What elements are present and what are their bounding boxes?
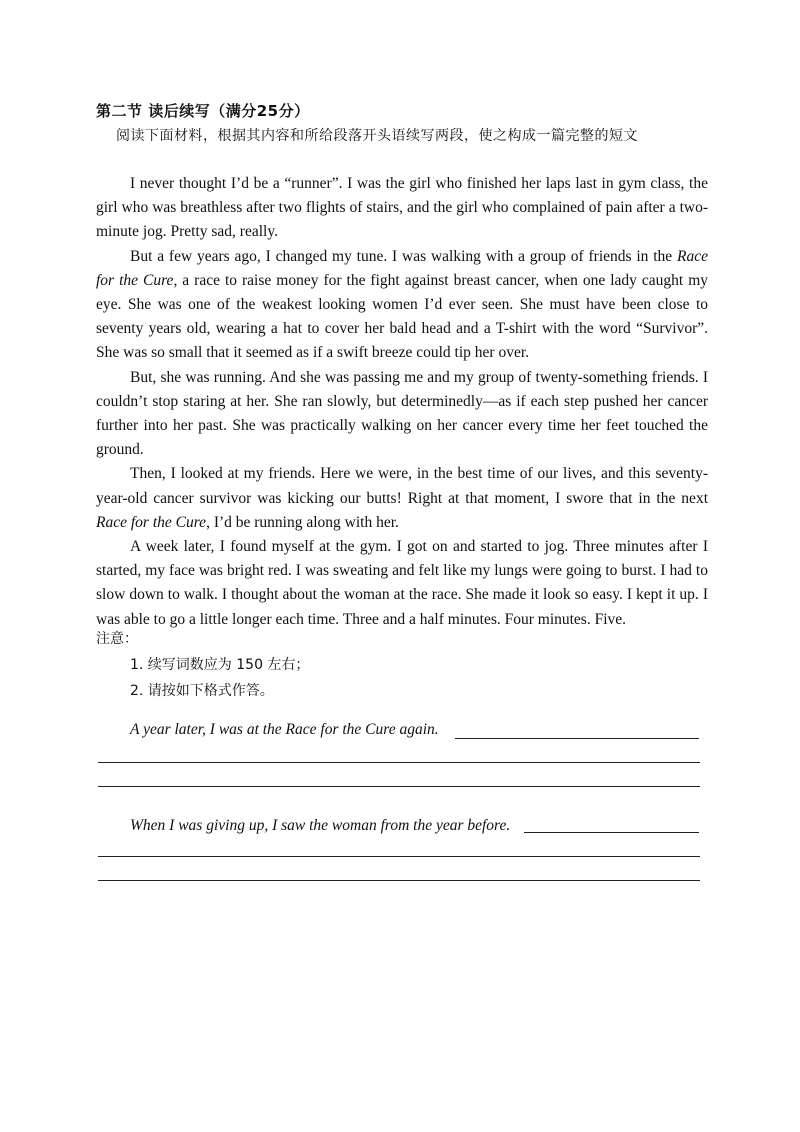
race-name-italic: Race for the Cure bbox=[96, 513, 207, 531]
note-item-1: 1. 续写词数应为 150 左右； bbox=[130, 657, 310, 673]
note-item-2: 2. 请按如下格式作答。 bbox=[130, 683, 274, 699]
prompt-paragraph-1: A year later, I was at the Race for the Cure again. bbox=[130, 721, 439, 738]
paragraph-4-part-b: , I’d be running along with her. bbox=[206, 513, 399, 531]
reading-passage bbox=[96, 172, 708, 632]
paragraph-4 bbox=[96, 462, 708, 535]
paragraph-1: I never thought I’d be a “runner”. I was the girl who finished her laps last in gym class, the girl who was breathless after two flights of stairs, and the girl who complained of pain after a two-minute jog. Pretty sad, really. bbox=[96, 175, 708, 241]
notes-heading: 注意： bbox=[96, 631, 138, 647]
section-title: 第二节 读后续写（满分25分） bbox=[96, 102, 310, 120]
answer-line[interactable] bbox=[98, 786, 700, 787]
paragraph-4-part-a: Then, I looked at my friends. Here we were, in the best time of our lives, and this seventy-year-old cancer survivor was kicking our butts! Right at that moment, I swore that in the next bbox=[96, 465, 708, 507]
paragraph-2 bbox=[96, 245, 708, 366]
paragraph-2-part-a: But a few years ago, I changed my tune. I was walking with a group of friends in the bbox=[130, 247, 678, 265]
race-name-italic: Race for the Cure bbox=[96, 247, 708, 289]
answer-line[interactable] bbox=[455, 738, 699, 739]
notes-section bbox=[96, 626, 708, 704]
answer-line[interactable] bbox=[524, 832, 699, 833]
answer-line[interactable] bbox=[98, 762, 700, 763]
paragraph-3: But, she was running. And she was passing me and my group of twenty-something friends. I couldn’t stop staring at her. She ran slowly, but determinedly—as if each step pushed her cancer further into her past. She was practically walking on her cancer every time her feet touched the ground. bbox=[96, 368, 708, 459]
paragraph-2-part-b: , a race to raise money for the fight against breast cancer, when one lady caught my eye. She was one of the weakest looking women I’d ever seen. She must have been close to seventy years old, wearing a hat to cover her bald head and a T-shirt with the word “Survivor”. She was so small that it seemed as if a swift breeze could tip her over. bbox=[96, 271, 708, 362]
answer-line[interactable] bbox=[98, 880, 700, 881]
paragraph-5: A week later, I found myself at the gym. I got on and started to jog. Three minutes after I started, my face was bright red. I was sweating and felt like my lungs were going to burst. I had to slow down to walk. I thought about the woman at the race. She made it look so easy. I kept it up. I was able to go a little longer each time. Three and a half minutes. Four minutes. Five. bbox=[96, 538, 708, 628]
answer-line[interactable] bbox=[98, 856, 700, 857]
instruction-text: 阅读下面材料，根据其内容和所给段落开头语续写两段，使之构成一篇完整的短文 bbox=[116, 128, 638, 144]
prompt-paragraph-2: When I was giving up, I saw the woman from the year before. bbox=[130, 817, 511, 834]
